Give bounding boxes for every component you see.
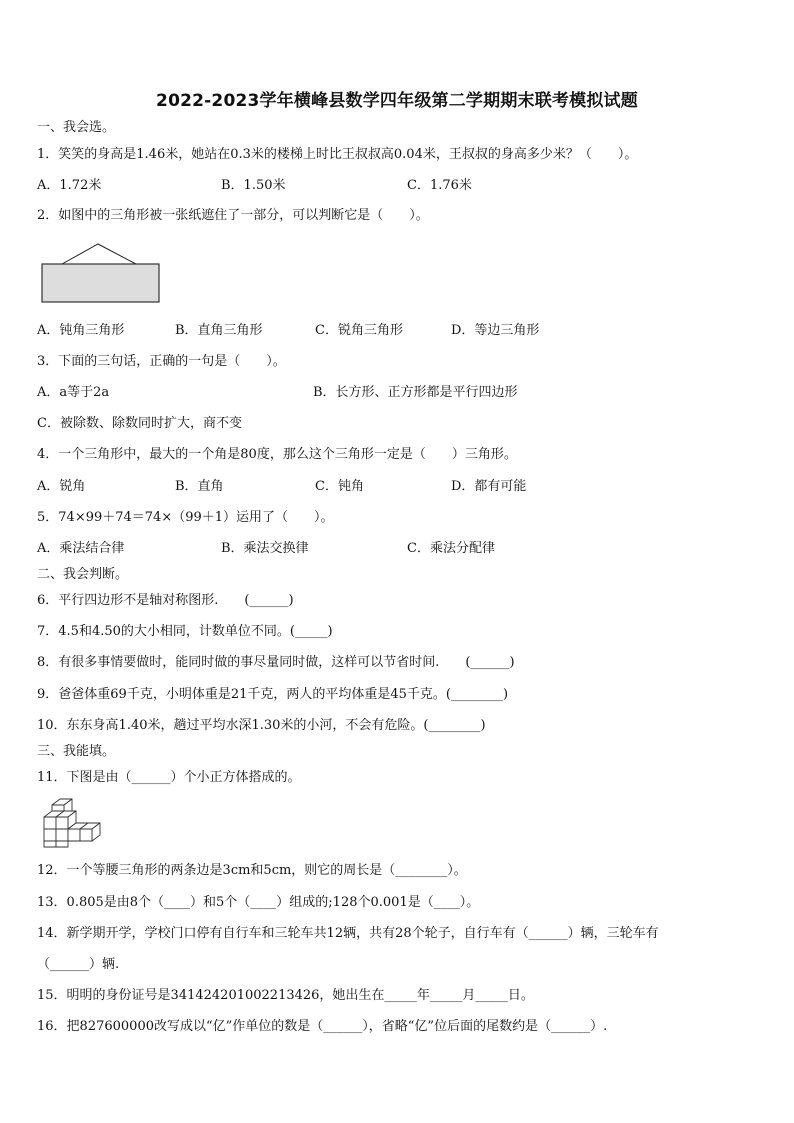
question-1-option-b[interactable]: B．1.50米 <box>221 178 286 193</box>
question-2-option-a[interactable]: A．钝角三角形 <box>37 323 125 338</box>
page-title: 2022-2023学年横峰县数学四年级第二学期期末联考模拟试题 <box>156 91 638 111</box>
question-16: 16．把827600000改写成以“亿”作单位的数是（______），省略“亿”位后面的尾数约是（______）. <box>37 1019 608 1034</box>
question-4-option-a[interactable]: A．锐角 <box>37 479 86 494</box>
question-4-stem: 4．一个三角形中，最大的一个角是80度，那么这个三角形一定是（ ）三角形。 <box>37 447 517 462</box>
question-5-option-b[interactable]: B．乘法交换律 <box>221 541 309 556</box>
question-10: 10．东东身高1.40米，趟过平均水深1.30米的小河，不会有危险。(________) <box>37 718 486 733</box>
section-heading-fill: 三、我能填。 <box>37 744 116 759</box>
question-2-stem: 2．如图中的三角形被一张纸遮住了一部分，可以判断它是（ ）。 <box>37 208 429 223</box>
question-1-stem: 1．笑笑的身高是1.46米，她站在0.3米的楼梯上时比王叔叔高0.04米，王叔叔的身高多少米？（ ）。 <box>37 147 638 162</box>
question-13: 13．0.805是由8个（____）和5个（____）组成的;128个0.001是（____）。 <box>37 895 480 910</box>
section-heading-choice: 一、我会选。 <box>37 120 116 135</box>
stacked-cubes-figure <box>40 797 110 851</box>
question-2-option-d[interactable]: D．等边三角形 <box>451 323 540 338</box>
question-4-option-d[interactable]: D．都有可能 <box>451 479 527 494</box>
question-5-option-c[interactable]: C．乘法分配律 <box>407 541 495 556</box>
section-heading-judge: 二、我会判断。 <box>37 567 129 582</box>
question-1-option-a[interactable]: A．1.72米 <box>37 178 102 193</box>
question-5-option-a[interactable]: A．乘法结合律 <box>37 541 125 556</box>
question-4-option-b[interactable]: B．直角 <box>175 479 224 494</box>
question-3-option-b[interactable]: B．长方形、正方形都是平行四边形 <box>313 385 518 400</box>
question-2-option-c[interactable]: C．锐角三角形 <box>315 323 403 338</box>
question-5-stem: 5．74×99＋74＝74×（99＋1）运用了（ ）。 <box>37 510 334 525</box>
question-3-stem: 3．下面的三句话，正确的一句是（ ）。 <box>37 354 286 369</box>
covered-triangle-figure <box>40 242 162 304</box>
question-1-option-c[interactable]: C．1.76米 <box>407 178 472 193</box>
question-11: 11．下图是由（______）个小正方体搭成的。 <box>37 770 301 785</box>
question-2-option-b[interactable]: B．直角三角形 <box>175 323 263 338</box>
question-6: 6．平行四边形不是轴对称图形. (______) <box>37 593 294 608</box>
question-15: 15．明明的身份证号是341424201002213426，她出生在_____年_____月_____日。 <box>37 988 534 1003</box>
question-14-line2: （______）辆. <box>37 957 120 972</box>
question-3-option-c[interactable]: C．被除数、除数同时扩大，商不变 <box>37 416 242 431</box>
question-12: 12．一个等腰三角形的两条边是3cm和5cm，则它的周长是（________）。 <box>37 863 467 878</box>
question-14-line1: 14．新学期开学，学校门口停有自行车和三轮车共12辆，共有28个轮子，自行车有（______）辆，三轮车有 <box>37 926 659 941</box>
question-4-option-c[interactable]: C．钝角 <box>315 479 364 494</box>
question-9: 9．爸爸体重69千克，小明体重是21千克，两人的平均体重是45千克。(________) <box>37 687 509 702</box>
question-3-option-a[interactable]: A．a等于2a <box>37 385 110 400</box>
question-8: 8．有很多事情要做时，能同时做的事尽量同时做，这样可以节省时间. (______) <box>37 655 515 670</box>
question-7: 7．4.5和4.50的大小相同，计数单位不同。(_____) <box>37 624 333 639</box>
